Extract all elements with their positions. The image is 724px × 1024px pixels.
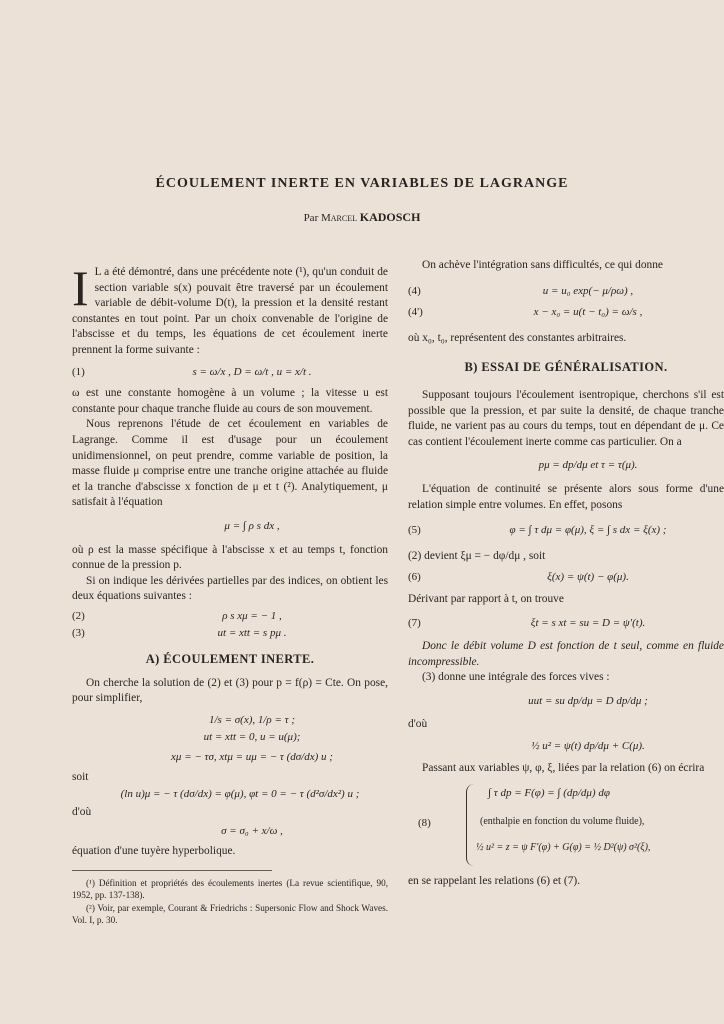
equation-b2 — [408, 694, 724, 710]
equation-1 — [72, 365, 388, 381]
dou-label: d'où — [72, 805, 92, 818]
equation-body: xμ = − τσ, xtμ = uμ = − τ (dσ/dx) u ; — [171, 751, 333, 764]
equation-body: x − x₀ = u(t − t₀) = ω/s , — [533, 306, 643, 319]
equation-number: (6) — [408, 571, 421, 584]
equation-4 — [408, 284, 724, 300]
equation-number: (1) — [72, 365, 85, 378]
left-column — [72, 260, 388, 927]
equation-body: ut = xtt = s pμ . — [217, 627, 287, 640]
soit-label: soit — [72, 770, 89, 783]
left-paragraph-7: équation d'une tuyère hyperbolique. — [72, 845, 236, 857]
equation-number: (8) — [418, 817, 431, 830]
equation-4-prime — [408, 305, 724, 321]
equation-number: (2) — [72, 609, 85, 622]
equation-number: (5) — [408, 524, 421, 537]
equation-a5 — [72, 824, 388, 840]
equation-3 — [72, 626, 388, 642]
author-prefix: Par — [303, 212, 319, 224]
footnote-2: (²) Voir, par exemple, Courant & Friedrichs : Supersonic Flow and Shock Waves. Vol. I, p. 30. — [72, 902, 388, 926]
equation-8-system — [408, 784, 724, 866]
equation-body: (ln u)μ = − τ (dσ/dx) = φ(μ), φt = 0 = − τ (d²σ/dx²) u ; — [120, 788, 360, 801]
left-paragraph-1 — [72, 260, 388, 359]
equation-8b: (enthalpie en fonction du volume fluide), — [480, 816, 645, 828]
equation-b1 — [408, 458, 724, 474]
equation-number: (7) — [408, 616, 421, 629]
section-a-heading: A) ÉCOULEMENT INERTE. — [145, 652, 315, 667]
equation-a1 — [72, 713, 388, 729]
left-paragraph-5: Si on indique les dérivées partielles par des indices, on obtient les deux équations suivantes : — [72, 574, 388, 603]
footnote-1: (¹) Définition et propriétés des écoulements inertes (La revue scientifique, 90, 1952, pp. 137-138). — [72, 877, 388, 901]
left-paragraph-3: Nous reprenons l'étude de cet écoulement en variables de Lagrange. Comme il est d'usage pour un écoulement unidimensionnel, on peut prendre, comme variable de position, la masse fluide μ comprise entre une tranche origine attachée au fluide et la tranche d'abscisse x fonction de μ et t (²). Analytiquement, μ satisfait à l'équation — [72, 418, 388, 509]
right-paragraph-5: (2) devient ξμ = − dφ/dμ , soit — [408, 549, 546, 562]
equation-body: ξ(x) = ψ(t) − φ(μ). — [547, 571, 629, 584]
equation-number: (4') — [408, 306, 423, 319]
left-paragraph-2: ω est une constante homogène à un volume ; la vitesse u est constante pour chaque tranche fluide au cours de son mouvement. — [72, 387, 388, 415]
dou-label-right: d'où — [408, 718, 428, 731]
right-paragraph-9: Passant aux variables ψ, φ, ξ, liées par la relation (6) on écrira — [422, 761, 705, 774]
equation-body: ½ u² = ψ(t) dp/dμ + C(μ). — [531, 740, 645, 753]
right-paragraph-6: Dérivant par rapport à t, on trouve — [408, 592, 564, 605]
equation-8c: ½ u² = z = ψ F'(φ) + G(φ) = ½ D²(ψ) σ²(ξ), — [476, 842, 651, 854]
equation-mu — [72, 519, 388, 535]
equation-body: 1/s = σ(x), 1/ρ = τ ; — [208, 713, 295, 726]
equation-body: φ = ∫ τ dμ = φ(μ), ξ = ∫ s dx = ξ(x) ; — [509, 524, 667, 537]
equation-b3 — [408, 739, 724, 755]
left-p1-text: L a été démontré, dans une précédente note (¹), qu'un conduit de section variable s(x) pouvait être traversé par un écoulement variable de débit-volume D(t), la pression et la densité restant constantes en tout point. Par un choix convenable de l'origine de l'abscisse et du temps, les équations de cet écoulement inerte prennent la forme suivante : — [72, 266, 388, 356]
right-column — [408, 258, 724, 890]
equation-body: u = u₀ exp(− μ/ρω) , — [542, 284, 634, 297]
equation-7 — [408, 616, 724, 632]
section-b-heading: B) ESSAI DE GÉNÉRALISATION. — [464, 360, 668, 375]
equation-body: μ = ∫ ρ s dx , — [224, 519, 280, 532]
right-paragraph-2: où x₀, t₀, représentent des constantes arbitraires. — [408, 331, 627, 344]
equation-2 — [72, 609, 388, 625]
equation-body: σ = σ₀ + x/ω , — [221, 825, 283, 838]
equation-5 — [408, 523, 724, 539]
right-paragraph-10: en se rappelant les relations (6) et (7). — [408, 875, 581, 888]
right-paragraph-8: (3) donne une intégrale des forces vives : — [422, 671, 610, 684]
right-paragraph-3: Supposant toujours l'écoulement isentropique, cherchons s'il est possible que la pression, et par suite la densité, de chaque tranche fluide, ne varient pas au cours du temps, tout en dépendant de μ. Ce cas contient l'écoulement inerte comme cas particulier. On a — [408, 388, 724, 448]
right-paragraph-1: On achève l'intégration sans difficultés, ce qui donne — [422, 259, 663, 271]
equation-6 — [408, 570, 724, 586]
right-paragraph-4: L'équation de continuité se présente alors sous forme d'une relation simple entre volumes. En effet, posons — [408, 482, 724, 511]
equation-number: (3) — [72, 627, 85, 640]
author-line — [0, 210, 724, 225]
equation-a3 — [72, 750, 388, 766]
equation-body: uut = su dp/dμ = D dp/dμ ; — [528, 694, 648, 707]
author-first-name: Marcel — [320, 212, 357, 224]
equation-a2 — [72, 730, 388, 746]
equation-body: s = ω/x , D = ω/t , u = x/t . — [192, 365, 312, 378]
equation-8a: ∫ τ dp = F(φ) = ∫ (dp/dμ) dφ — [488, 787, 610, 800]
equation-body: ut = xtt = 0, u = u(μ); — [203, 731, 301, 744]
equation-body: ξt = s xt = su = D = ψ'(t). — [530, 616, 646, 629]
equation-body: pμ = dp/dμ et τ = τ(μ). — [538, 459, 638, 472]
equation-a4 — [72, 787, 388, 803]
right-paragraph-7: Donc le débit volume D est fonction de t seul, comme en fluide incompressible. — [408, 640, 724, 668]
left-paragraph-6: On cherche la solution de (2) et (3) pour p = f(ρ) = Cte. On pose, pour simplifier, — [72, 676, 388, 705]
equation-body: ρ s xμ = − 1 , — [222, 609, 282, 622]
footnote-divider — [72, 870, 272, 871]
drop-cap: I — [72, 260, 89, 316]
equation-number: (4) — [408, 284, 421, 297]
article-title: ÉCOULEMENT INERTE EN VARIABLES DE LAGRANGE — [155, 176, 569, 191]
left-paragraph-4: où ρ est la masse spécifique à l'abscisse x et au temps t, fonction connue de la pression p. — [72, 543, 388, 572]
author-last-name: KADOSCH — [359, 210, 421, 224]
